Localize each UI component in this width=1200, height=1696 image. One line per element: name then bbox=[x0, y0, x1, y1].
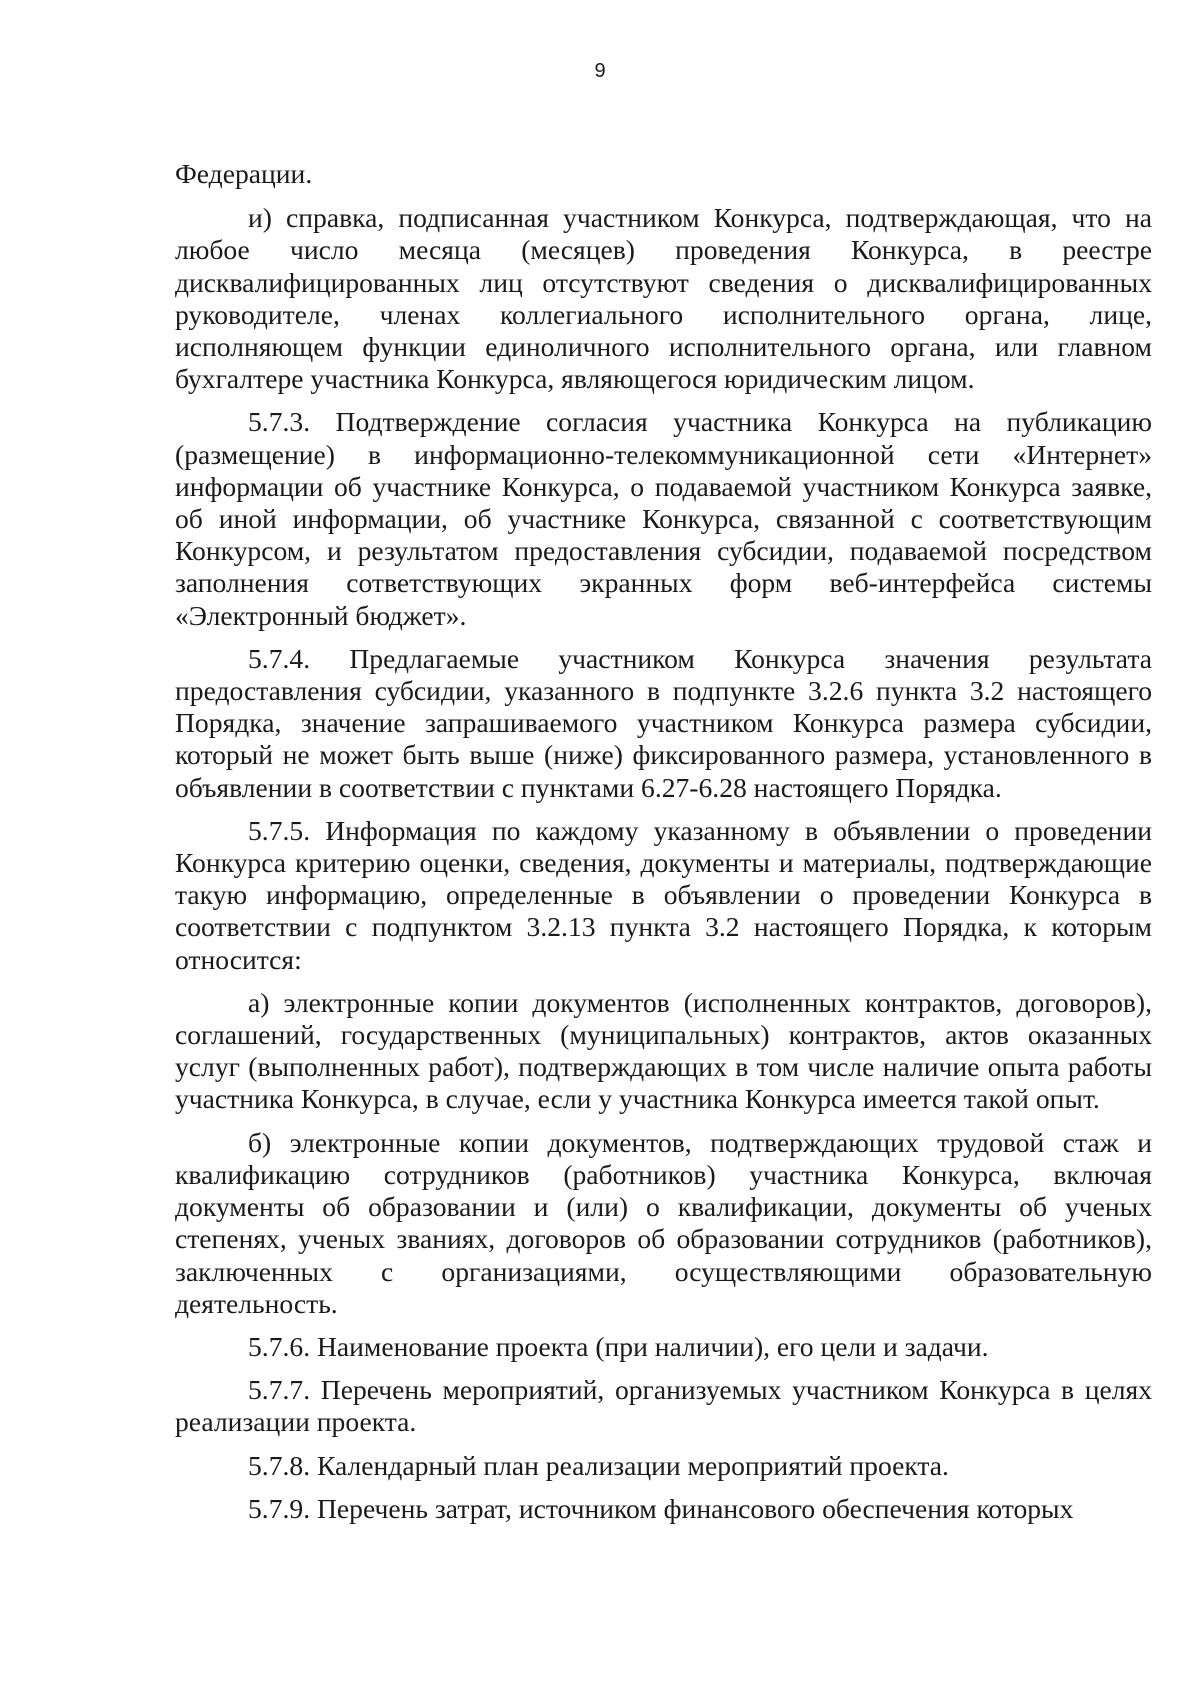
paragraph-i-certificate: и) справка, подписанная участником Конкурса, подтверждающая, что на любое число месяца (месяцев) проведения Конкурса, в реестре дисквалифицированных лиц отсутствуют сведения о дисквалифицированных руководителе, членах коллегиального исполнительного органа, лице, исполняющем функции единоличного исполнительного органа, или главном бухгалтере участника Конкурса, являющегося юридическим лицом. bbox=[175, 202, 1152, 395]
paragraph-5-7-6: 5.7.6. Наименование проекта (при наличии), его цели и задачи. bbox=[248, 1330, 989, 1362]
paragraph-5-7-3: 5.7.3. Подтверждение согласия участника Конкурса на публикацию (размещение) в информационно-телекоммуникационной сети «Интернет» информации об участнике Конкурса, о подаваемой участником Конкурса заявке, об иной информации, об участнике Конкурса, связанной с соответствующим Конкурсом, и результатом предоставления субсидии, подаваемой посредством заполнения сответствующих экранных форм веб-интерфейса системы «Электронный бюджет». bbox=[175, 406, 1152, 631]
page-number: 9 bbox=[594, 60, 606, 82]
paragraph-5-7-8: 5.7.8. Календарный план реализации мероприятий проекта. bbox=[248, 1449, 949, 1481]
document-body bbox=[175, 158, 1152, 1525]
paragraph-a-electronic-copies: а) электронные копии документов (исполненных контрактов, договоров), соглашений, государственных (муниципальных) контрактов, актов оказанных услуг (выполненных работ), подтверждающих в том числе наличие опыта работы участника Конкурса, в случае, если у участника Конкурса имеется такой опыт. bbox=[175, 986, 1152, 1115]
paragraph-b-electronic-copies: б) электронные копии документов, подтверждающих трудовой стаж и квалификацию сотрудников (работников) участника Конкурса, включая документы об образовании и (или) о квалификации, документы об ученых степенях, ученых званиях, договоров об образовании сотрудников (работников), заключенных с организациями, осуществляющими образовательную деятельность. bbox=[175, 1126, 1152, 1319]
paragraph-5-7-7: 5.7.7. Перечень мероприятий, организуемых участником Конкурса в целях реализации проекта. bbox=[175, 1374, 1152, 1438]
paragraph-5-7-9: 5.7.9. Перечень затрат, источником финансового обеспечения которых bbox=[248, 1492, 1074, 1524]
paragraph-5-7-5: 5.7.5. Информация по каждому указанному в объявлении о проведении Конкурса критерию оценки, сведения, документы и материалы, подтверждающие такую информацию, определенные в объявлении о проведении Конкурса в соответствии с подпунктом 3.2.13 пункта 3.2 настоящего Порядка, к которым относится: bbox=[175, 814, 1152, 975]
paragraph-federation: Федерации. bbox=[175, 158, 313, 189]
paragraph-5-7-4: 5.7.4. Предлагаемые участником Конкурса значения результата предоставления субсидии, указанного в подпункте 3.2.6 пункта 3.2 настоящего Порядка, значение запрашиваемого участником Конкурса размера субсидии, который не может быть выше (ниже) фиксированного размера, установленного в объявлении в соответствии с пунктами 6.27-6.28 настоящего Порядка. bbox=[175, 642, 1152, 803]
